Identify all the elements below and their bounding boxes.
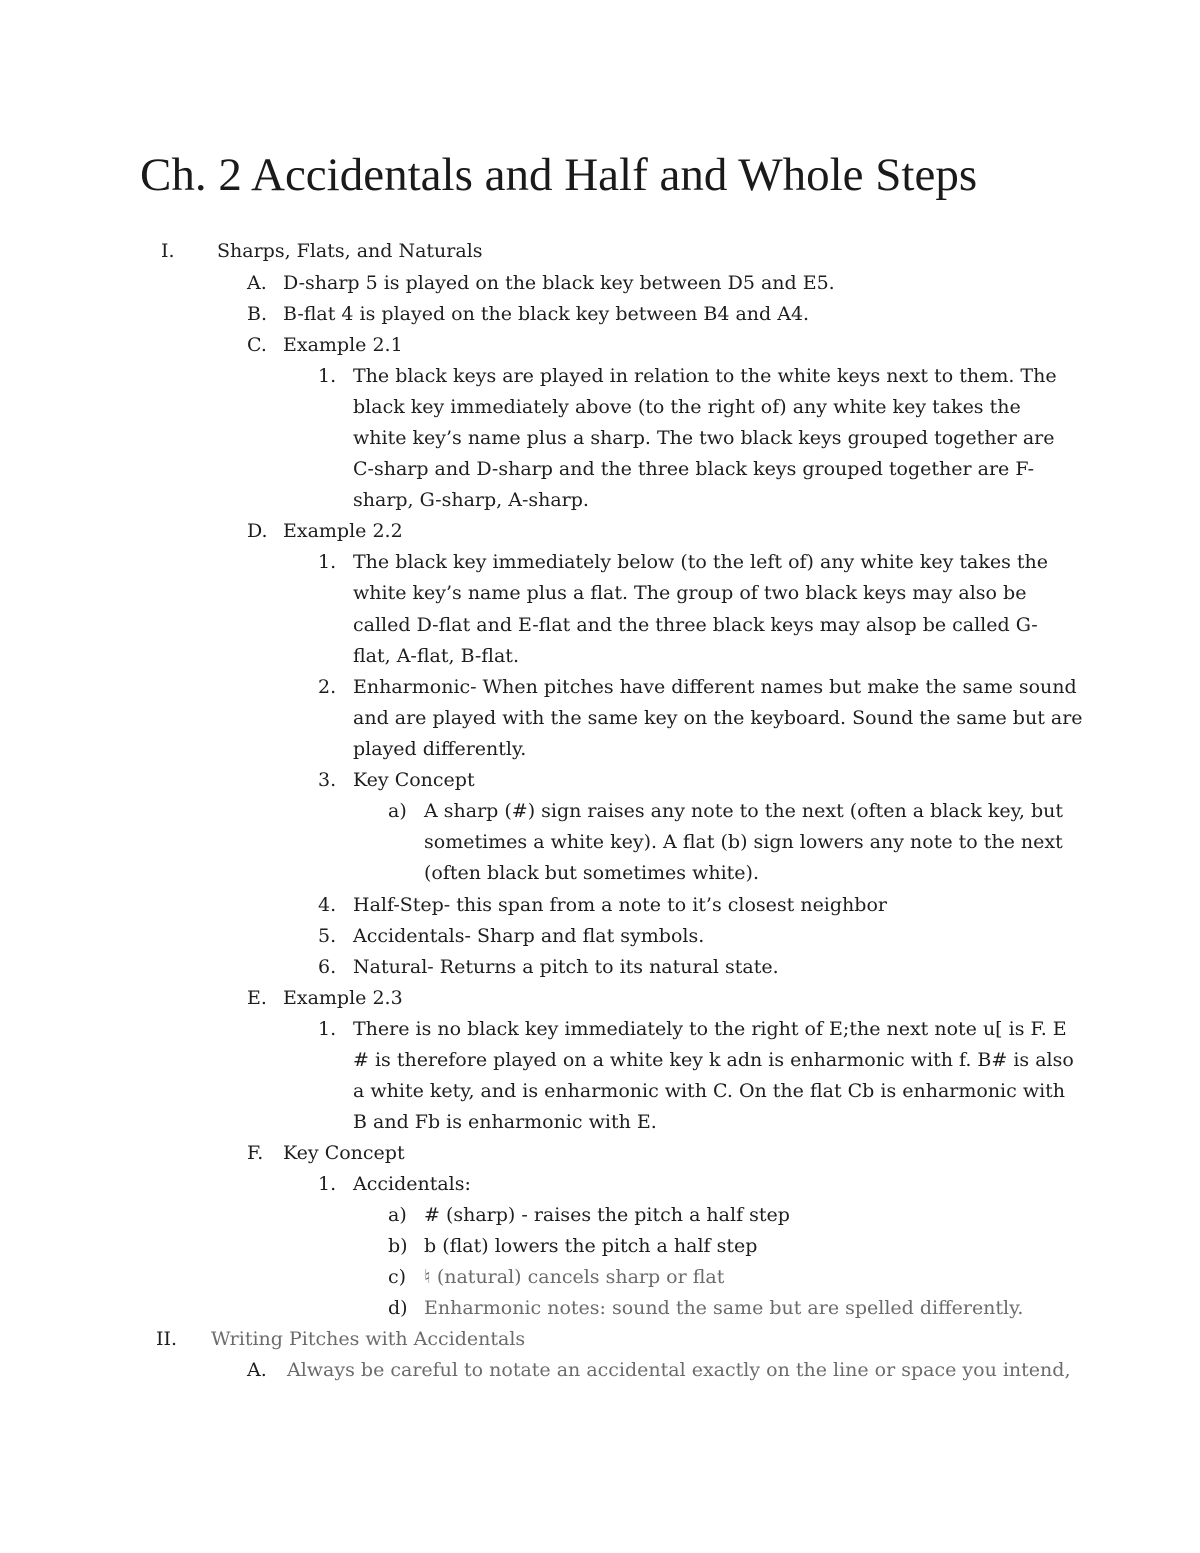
item-1f-marker: F. (247, 1142, 264, 1164)
item-1d-1-text-line: flat, A-flat, B-flat. (353, 645, 519, 667)
item-1a-marker: A. (247, 272, 267, 294)
item-1d-text: Example 2.2 (283, 520, 403, 542)
item-1c-1-text-line: black key immediately above (to the right of) any white key takes the (353, 396, 1021, 418)
item-1e-1-text-line: B and Fb is enharmonic with E. (353, 1111, 657, 1133)
item-1c-1-text-line: white key’s name plus a sharp. The two black keys grouped together are (353, 427, 1055, 449)
item-1c-text: Example 2.1 (283, 334, 403, 356)
item-1f-1b-marker: b) (388, 1235, 408, 1257)
item-1d-3-text: Key Concept (353, 769, 475, 791)
item-1e-1-text-line: There is no black key immediately to the right of E;the next note u[ is F. E (353, 1018, 1067, 1040)
item-1d-2-text-line: played differently. (353, 738, 527, 760)
item-1c-1-marker: 1. (318, 365, 337, 387)
item-1d-2-text-line: and are played with the same key on the keyboard. Sound the same but are (353, 707, 1083, 729)
item-1c-marker: C. (247, 334, 267, 356)
item-1d-4-text: Half-Step- this span from a note to it’s closest neighbor (353, 894, 887, 916)
item-2a-marker: A. (247, 1359, 267, 1381)
item-1d-marker: D. (247, 520, 268, 542)
section-2-marker: II. (156, 1328, 178, 1350)
item-1c-1-text-line: C-sharp and D-sharp and the three black keys grouped together are F- (353, 458, 1035, 480)
item-1d-1-text-line: The black key immediately below (to the left of) any white key takes the (353, 551, 1048, 573)
item-1f-1b-text: b (flat) lowers the pitch a half step (424, 1235, 758, 1257)
item-1f-1d-text: Enharmonic notes: sound the same but are spelled differently. (424, 1297, 1024, 1319)
item-1a-text: D-sharp 5 is played on the black key between D5 and E5. (283, 272, 835, 294)
item-1c-1-text-line: The black keys are played in relation to the white keys next to them. The (353, 365, 1057, 387)
item-1e-marker: E. (247, 987, 267, 1009)
item-1d-2-marker: 2. (318, 676, 337, 698)
section-2-title: Writing Pitches with Accidentals (211, 1328, 526, 1350)
item-1d-3a-text-line: sometimes a white key). A flat (b) sign lowers any note to the next (424, 831, 1063, 853)
item-1d-3a-text-line: A sharp (#) sign raises any note to the next (often a black key, but (424, 800, 1064, 822)
section-1-title: Sharps, Flats, and Naturals (217, 240, 483, 262)
item-1f-1c-text: ♮ (natural) cancels sharp or flat (424, 1266, 725, 1288)
item-1d-2-text-line: Enharmonic- When pitches have different names but make the same sound (353, 676, 1077, 698)
item-2a-text: Always be careful to notate an accidental exactly on the line or space you intend, (287, 1359, 1071, 1381)
item-1f-1c-marker: c) (388, 1266, 407, 1288)
item-1d-3-marker: 3. (318, 769, 337, 791)
item-1f-1d-marker: d) (388, 1297, 408, 1319)
item-1f-text: Key Concept (283, 1142, 405, 1164)
item-1c-1-text-line: sharp, G-sharp, A-sharp. (353, 489, 589, 511)
item-1d-5-text: Accidentals- Sharp and flat symbols. (353, 925, 705, 947)
item-1d-1-text-line: white key’s name plus a flat. The group of two black keys may also be (353, 582, 1027, 604)
page-title: Ch. 2 Accidentals and Half and Whole Steps (140, 149, 978, 201)
item-1e-text: Example 2.3 (283, 987, 403, 1009)
item-1d-3a-marker: a) (388, 800, 407, 822)
item-1d-3a-text-line: (often black but sometimes white). (424, 862, 759, 884)
item-1d-1-text-line: called D-flat and E-flat and the three black keys may alsop be called G- (353, 614, 1038, 636)
item-1e-1-text-line: a white kety, and is enharmonic with C. On the flat Cb is enharmonic with (353, 1080, 1066, 1102)
item-1d-5-marker: 5. (318, 925, 337, 947)
item-1e-1-text-line: # is therefore played on a white key k adn is enharmonic with f. B# is also (353, 1049, 1074, 1071)
item-1d-6-text: Natural- Returns a pitch to its natural state. (353, 956, 779, 978)
item-1b-marker: B. (247, 303, 268, 325)
item-1d-4-marker: 4. (318, 894, 337, 916)
item-1f-1a-marker: a) (388, 1204, 407, 1226)
item-1b-text: B-flat 4 is played on the black key between B4 and A4. (283, 303, 810, 325)
item-1d-1-marker: 1. (318, 551, 337, 573)
item-1d-6-marker: 6. (318, 956, 337, 978)
section-1-marker: I. (161, 240, 175, 262)
item-1e-1-marker: 1. (318, 1018, 337, 1040)
item-1f-1a-text: # (sharp) - raises the pitch a half step (424, 1204, 790, 1226)
item-1f-1-text: Accidentals: (353, 1173, 471, 1195)
item-1f-1-marker: 1. (318, 1173, 337, 1195)
